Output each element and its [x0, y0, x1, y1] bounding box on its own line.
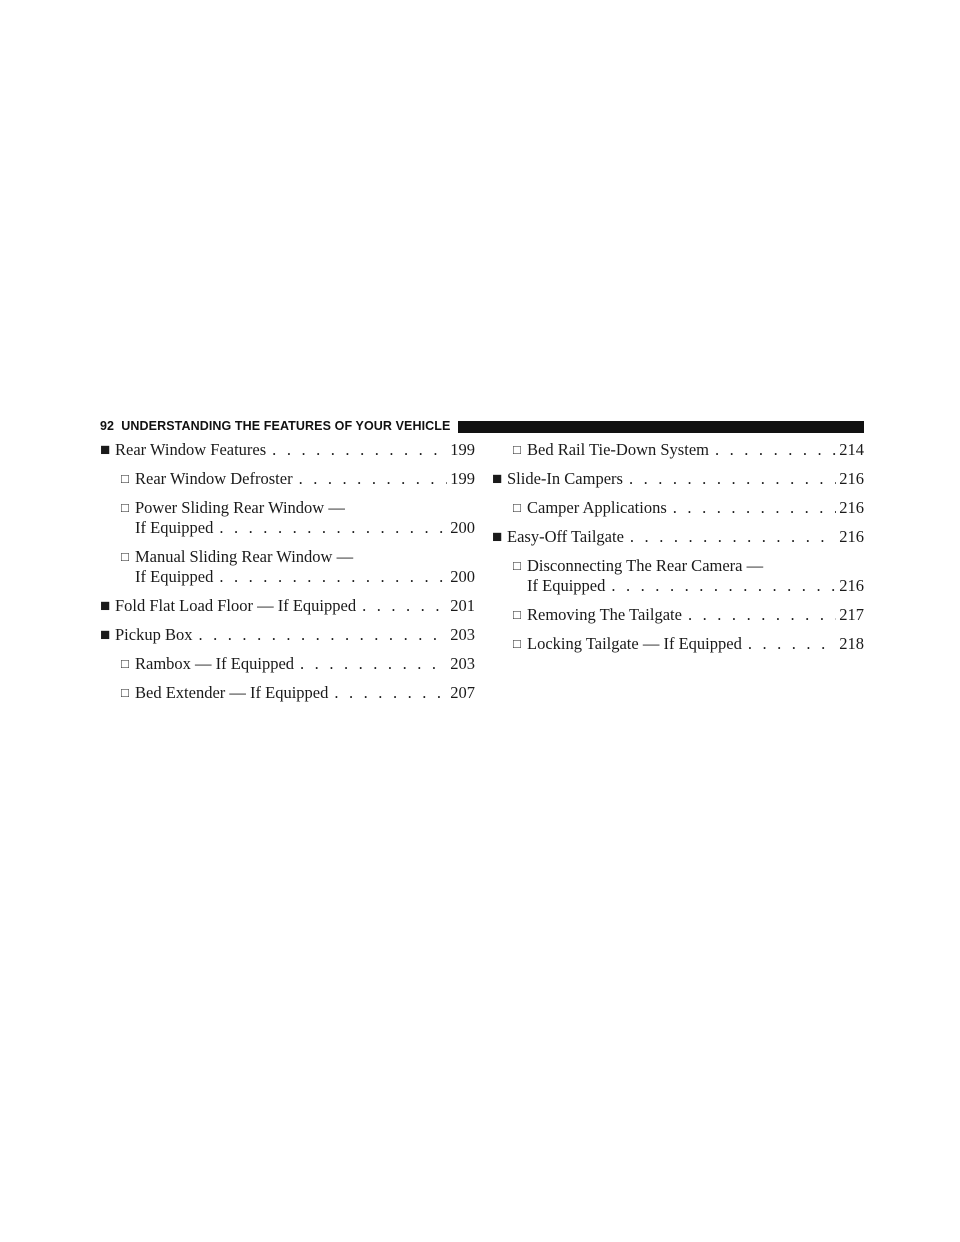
toc-entry-text [513, 605, 864, 625]
toc-page-number: 200 [450, 518, 475, 537]
dot-leader [293, 469, 447, 489]
header-text [100, 419, 450, 433]
toc-entry-title: Fold Flat Load Floor — If Equipped [115, 596, 357, 615]
toc-column-right [492, 440, 864, 663]
dot-leader [213, 567, 447, 587]
toc-entry-title-line: Power Sliding Rear Window — [135, 498, 345, 517]
toc-entry-line [115, 596, 475, 616]
toc-entry[interactable] [492, 634, 864, 654]
toc-entry[interactable] [100, 683, 475, 703]
toc-entry[interactable] [100, 498, 475, 538]
toc-page-number: 214 [839, 440, 864, 459]
toc-page-number: 201 [450, 596, 475, 615]
toc-entry[interactable] [100, 596, 475, 616]
toc-entry-text [513, 498, 864, 518]
toc-entry-title: Slide-In Campers [507, 469, 623, 488]
toc-entry-text [121, 547, 475, 587]
hollow-square-bullet-icon: □ [121, 656, 129, 671]
toc-entry[interactable] [492, 605, 864, 625]
dot-leader [682, 605, 836, 625]
toc-page-number: 216 [839, 469, 864, 488]
toc-entry-title-line: Disconnecting The Rear Camera — [527, 556, 764, 575]
toc-entry-line [115, 625, 475, 645]
toc-page-number: 199 [450, 440, 475, 459]
toc-entry[interactable] [492, 498, 864, 518]
toc-entry-line [527, 498, 864, 518]
toc-entry-line [527, 440, 864, 460]
hollow-square-bullet-icon: □ [513, 500, 521, 515]
filled-square-bullet-icon: ■ [100, 625, 111, 644]
filled-square-bullet-icon: ■ [492, 527, 503, 546]
hollow-square-bullet-icon: □ [121, 500, 129, 515]
hollow-square-bullet-icon: □ [513, 607, 521, 622]
toc-entry-title: Removing The Tailgate [527, 605, 682, 624]
toc-entry-line [115, 440, 475, 460]
toc-entry-title: Locking Tailgate — If Equipped [527, 634, 742, 653]
dot-leader [709, 440, 836, 460]
hollow-square-bullet-icon: □ [513, 636, 521, 651]
toc-entry-text [513, 634, 864, 654]
toc-entry-title: Camper Applications [527, 498, 667, 517]
toc-entry-text [513, 440, 864, 460]
toc-entry-text [115, 625, 475, 645]
toc-entry-line [135, 654, 475, 674]
filled-square-bullet-icon: ■ [100, 596, 111, 615]
toc-entry-line [135, 518, 475, 538]
toc-page-number: 200 [450, 567, 475, 586]
toc-entry-text [121, 654, 475, 674]
toc-entry[interactable] [100, 654, 475, 674]
toc-page-number: 216 [839, 576, 864, 595]
dot-leader [667, 498, 836, 518]
dot-leader [356, 596, 447, 616]
hollow-square-bullet-icon: □ [513, 558, 521, 573]
toc-page-number: 218 [839, 634, 864, 653]
toc-entry-title-line: Manual Sliding Rear Window — [135, 547, 354, 566]
toc-entry-title: Bed Extender — If Equipped [135, 683, 329, 702]
toc-entry-title: Easy-Off Tailgate [507, 527, 624, 546]
dot-leader [742, 634, 836, 654]
toc-column-left [100, 440, 475, 712]
toc-entry-title: If Equipped [135, 567, 214, 586]
toc-entry-text [115, 440, 475, 460]
toc-entry-text [121, 469, 475, 489]
toc-page-number: 217 [839, 605, 864, 624]
hollow-square-bullet-icon: □ [513, 442, 521, 457]
dot-leader [294, 654, 447, 674]
toc-entry-line [135, 567, 475, 587]
toc-entry-line [527, 576, 864, 596]
dot-leader [328, 683, 447, 703]
dot-leader [266, 440, 447, 460]
dot-leader [623, 469, 836, 489]
toc-page-number: 216 [839, 498, 864, 517]
header-rule [458, 421, 864, 433]
running-header [100, 416, 864, 438]
toc-entry[interactable] [492, 527, 864, 547]
toc-entry-line [527, 605, 864, 625]
dot-leader [624, 527, 836, 547]
toc-entry-line [507, 469, 864, 489]
filled-square-bullet-icon: ■ [492, 469, 503, 488]
toc-page-number: 203 [450, 654, 475, 673]
toc-entry-title: If Equipped [527, 576, 606, 595]
toc-entry-text [507, 469, 864, 489]
toc-entry-text [115, 596, 475, 616]
toc-entry-title: Rear Window Features [115, 440, 267, 459]
page-number: 92 [100, 419, 115, 433]
hollow-square-bullet-icon: □ [121, 685, 129, 700]
toc-page-number: 199 [450, 469, 475, 488]
toc-entry-title: If Equipped [135, 518, 214, 537]
toc-entry-text [513, 556, 864, 596]
toc-entry-title: Bed Rail Tie-Down System [527, 440, 709, 459]
toc-entry[interactable] [100, 469, 475, 489]
hollow-square-bullet-icon: □ [121, 549, 129, 564]
toc-entry-title: Rear Window Defroster [135, 469, 293, 488]
hollow-square-bullet-icon: □ [121, 471, 129, 486]
toc-entry-line [135, 469, 475, 489]
toc-page-number: 207 [450, 683, 475, 702]
toc-entry-line [527, 634, 864, 654]
dot-leader [192, 625, 447, 645]
toc-entry-line [135, 683, 475, 703]
toc-entry-title: Pickup Box [115, 625, 193, 644]
toc-entry-text [121, 498, 475, 538]
toc-page-number: 216 [839, 527, 864, 546]
toc-entry-text [121, 683, 475, 703]
toc-entry-title: Rambox — If Equipped [135, 654, 295, 673]
toc-entry[interactable] [100, 440, 475, 460]
toc-entry[interactable] [100, 625, 475, 645]
toc-entry[interactable] [492, 440, 864, 460]
toc-entry-text [507, 527, 864, 547]
toc-page-number: 203 [450, 625, 475, 644]
toc-entry[interactable] [492, 556, 864, 596]
toc-entry[interactable] [492, 469, 864, 489]
filled-square-bullet-icon: ■ [100, 440, 111, 459]
toc-entry-line [507, 527, 864, 547]
dot-leader [605, 576, 836, 596]
toc-entry[interactable] [100, 547, 475, 587]
dot-leader [213, 518, 447, 538]
section-title: UNDERSTANDING THE FEATURES OF YOUR VEHICLE [121, 419, 451, 433]
